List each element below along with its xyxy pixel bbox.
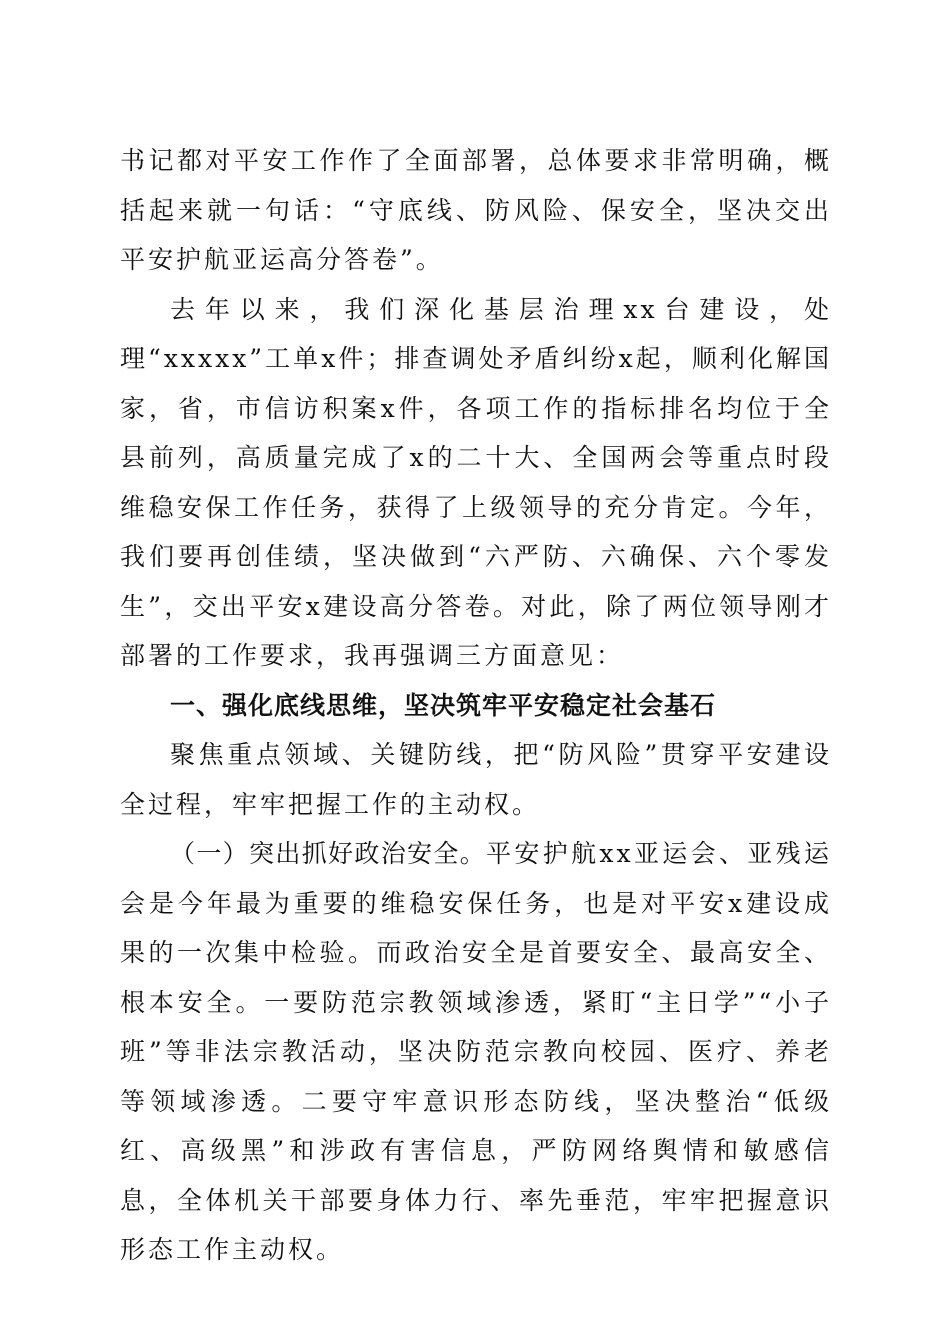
paragraph-last-year-review: 去年以来，我们深化基层治理xx台建设，处理“xxxxx”工单x件；排查调处矛盾纠纷x起，顺利化解国家，省，市信访积案x件，各项工作的指标排名均位于全县前列，高质量完成了x的二十大、全国两会等重点时段维稳安保工作任务，获得了上级领导的充分肯定。今年，我们要再创佳绩，坚决做到“六严防、六确保、六个零发生”，交出平安x建设高分答卷。对此，除了两位领导刚才部署的工作要求，我再强调三方面意见： (120, 294, 832, 670)
section-one-heading: 一、强化底线思维，坚决筑牢平安稳定社会基石 (170, 690, 717, 720)
point-one-paragraph (120, 829, 832, 1275)
point-one-heading: （一）突出抓好政治安全。 (170, 839, 487, 868)
paragraph-intro-continuation: 书记都对平安工作作了全面部署，总体要求非常明确，概括起来就一句话：“守底线、防风险、保安全，坚决交出平安护航亚运高分答卷”。 (120, 146, 832, 274)
point-one-body: 平安护航xx亚运会、亚残运会是今年最为重要的维稳安保任务，也是对平安x建设成果的一次集中检验。而政治安全是首要安全、最高安全、根本安全。一要防范宗教领域渗透，紧盯“主日学”“小子班”等非法宗教活动，坚决防范宗教向校园、医疗、养老等领域渗透。二要守牢意识形态防线，坚决整治“低级红、高级黑”和涉政有害信息，严防网络舆情和敏感信息，全体机关干部要身体力行、率先垂范，牢牢把握意识形态工作主动权。 (120, 839, 832, 1264)
document-body (120, 136, 832, 1275)
section-one-intro: 聚焦重点领域、关键防线，把“防风险”贯穿平安建设全过程，牢牢把握工作的主动权。 (120, 740, 832, 819)
